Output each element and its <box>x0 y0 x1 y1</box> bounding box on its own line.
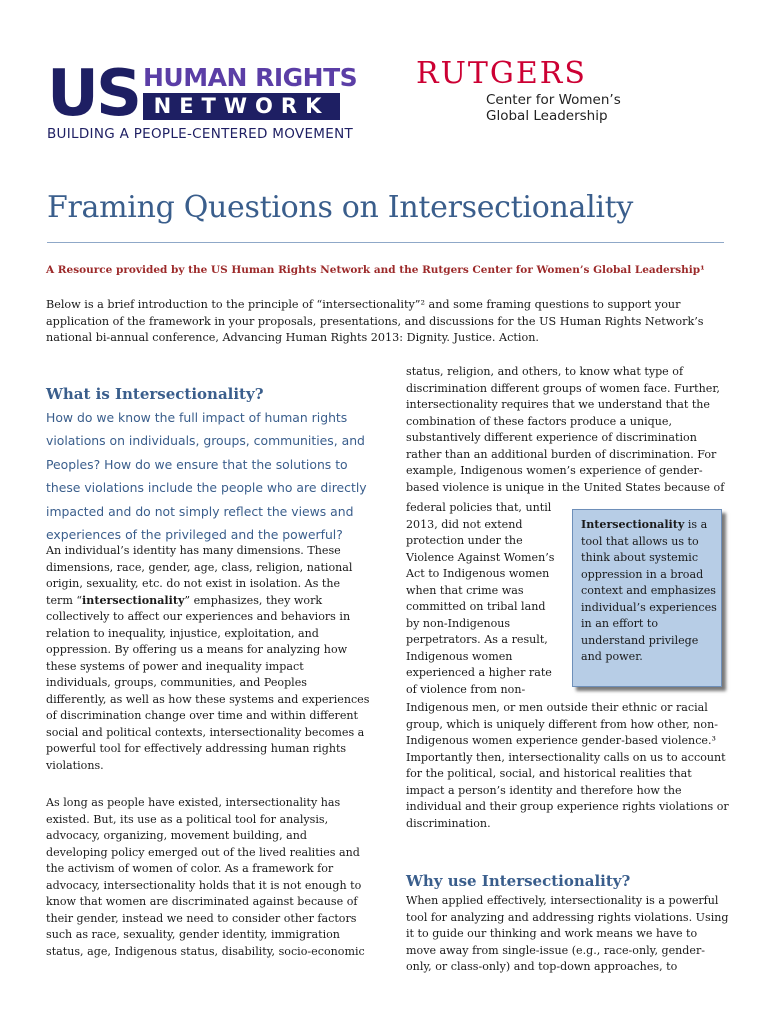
paragraph-line: substantively different experience of discrimination <box>406 431 697 444</box>
heading-why-use-intersectionality: Why use Intersectionality? <box>406 872 631 890</box>
paragraph-line: federal policies that, until <box>406 501 552 514</box>
paragraph-line: based violence is unique in the United States because of <box>406 480 725 494</box>
paragraph-line: individual and their group experience rights violations or <box>406 800 729 813</box>
paragraph-line: Indigenous women <box>406 649 513 663</box>
paragraph-line: the activism of women of color. As a framework for <box>46 862 334 875</box>
intro-line: application of the framework in your proposals, presentations, and discussions for the US Human Rights Network’s <box>46 314 704 328</box>
framing-question <box>46 406 367 546</box>
right-column-continued <box>406 700 729 832</box>
paragraph-line: experienced a higher rate <box>406 666 552 679</box>
paragraph-line: advocacy, organizing, movement building, and <box>46 829 308 842</box>
paragraph-line: social and political contexts, intersectionality becomes a <box>46 725 365 739</box>
paragraph-line: advocacy, intersectionality holds that it is not enough to <box>46 878 362 892</box>
question-line: experiences of the privileged and the powerful? <box>46 527 343 543</box>
paragraph-line: When applied effectively, intersectionality is a powerful <box>406 894 719 907</box>
paragraph-line: status, age, Indigenous status, disability, socio-economic <box>46 944 365 958</box>
paragraph-line: for the political, social, and historical realities that <box>406 767 692 780</box>
paragraph-line: when that crime was <box>406 583 524 597</box>
definition-line <box>581 517 713 534</box>
us-human-rights-network-logo <box>47 57 358 144</box>
paragraph-line: rather than an additional burden of discrimination. For <box>406 447 717 461</box>
resource-attribution: A Resource provided by the US Human Rights Network and the Rutgers Center for Women’s Global Leadership¹ <box>46 264 705 276</box>
paragraph-line: impact a person’s identity and therefore how the <box>406 783 682 797</box>
paragraph-line: tool for analyzing and addressing rights violations. Using <box>406 910 729 924</box>
paragraph-line: discrimination different groups of women face. Further, <box>406 381 720 395</box>
logo-human-rights-text: HUMAN RIGHTS <box>143 63 358 92</box>
logo-network-text: NETWORK <box>153 94 330 118</box>
paragraph-line: Indigenous men, or men outside their ethnic or racial <box>406 701 708 714</box>
definition-line: think about systemic <box>581 551 699 564</box>
paragraph-line: group, which is uniquely different from how other, non- <box>406 717 718 731</box>
paragraph-line: Act to Indigenous women <box>406 567 550 580</box>
paragraph-line: relation to inequality, injustice, exploitation, and <box>46 626 319 640</box>
definition-line: context and emphasizes <box>581 584 716 597</box>
paragraph-line: existed. But, its use as a political tool for analysis, <box>46 812 329 826</box>
question-line: violations on individuals, groups, communities, and <box>46 433 365 449</box>
right-column-wrap-text <box>406 500 561 698</box>
bold-term: Intersectionality <box>581 518 685 531</box>
paragraph-line: know that women are discriminated against because of <box>46 895 358 908</box>
question-line: Peoples? How do we ensure that the solutions to <box>46 456 348 472</box>
paragraph-line: An individual’s identity has many dimensions. These <box>46 544 341 557</box>
definition-line: in an effort to <box>581 617 659 630</box>
paragraph-line: these systems of power and inequality impact <box>46 659 304 673</box>
rutgers-cwgl-logo <box>416 56 676 126</box>
rutgers-wordmark: RUTGERS <box>416 56 587 91</box>
paragraph-line: discrimination. <box>406 816 491 830</box>
question-line: impacted and do not simply reflect the views and <box>46 503 354 519</box>
logo-tagline: BUILDING A PEOPLE-CENTERED MOVEMENT <box>47 126 354 142</box>
paragraph-line: dimensions, race, gender, age, class, religion, national <box>46 560 353 574</box>
definition-text <box>581 517 717 666</box>
paragraph-line: collectively to affect our experiences and behaviors in <box>46 610 351 623</box>
paragraph-line: intersectionality requires that we understand that the <box>406 398 710 411</box>
cwgl-name-line-1: Center for Women’s <box>486 92 621 108</box>
title-divider <box>47 242 724 243</box>
intro-line: national bi-annual conference, Advancing Human Rights 2013: Dignity. Justice. Action. <box>46 331 539 344</box>
paragraph-line: individuals, groups, communities, and Peoples <box>46 676 307 689</box>
paragraph-line: protection under the <box>406 534 523 547</box>
paragraph-line: combination of these factors produce a unique, <box>406 414 672 428</box>
paragraph-line: origin, sexuality, etc. do not exist in isolation. As the <box>46 577 341 590</box>
definition-line: tool that allows us to <box>581 534 699 548</box>
paragraph-line: Importantly then, intersectionality calls on us to account <box>406 750 726 764</box>
text-fragment: term “ <box>46 593 83 607</box>
paragraph-line: developing policy emerged out of the lived realities and <box>46 845 360 859</box>
bold-term: intersectionality <box>82 593 185 607</box>
paragraph-line: it to guide our thinking and work means we have to <box>406 927 698 940</box>
paragraph-line: move away from single-issue (e.g., race-only, gender- <box>406 943 706 957</box>
text-fragment: ” emphasizes, they work <box>184 593 323 607</box>
right-column-paragraph <box>406 364 724 496</box>
paragraph-line: perpetrators. As a result, <box>406 633 548 646</box>
paragraph-line: As long as people have existed, intersectionality has <box>46 796 341 809</box>
logo-network-bar <box>143 93 340 120</box>
heading-what-is-intersectionality: What is Intersectionality? <box>46 385 264 403</box>
cwgl-name-line-2: Global Leadership <box>486 108 608 124</box>
intro-paragraph <box>46 297 736 347</box>
identity-paragraph <box>46 543 370 774</box>
paragraph-line: Indigenous women experience gender-based violence.³ <box>406 734 716 747</box>
paragraph-line: only, or class-only) and top-down approaches, to <box>406 960 678 973</box>
paragraph-line <box>46 593 364 610</box>
definition-line: individual’s experiences <box>581 600 717 614</box>
text-fragment: is a <box>684 518 708 531</box>
history-paragraph <box>46 795 364 960</box>
paragraph-line: of discrimination change over time and within different <box>46 709 358 722</box>
why-paragraph <box>406 893 729 976</box>
paragraph-line: oppression. By offering us a means for analyzing how <box>46 643 348 656</box>
paragraph-line: violations. <box>46 758 104 772</box>
paragraph-line: by non-Indigenous <box>406 616 511 630</box>
paragraph-line: such as race, sexuality, gender identity, immigration <box>46 928 340 941</box>
paragraph-line: their gender, instead we need to consider other factors <box>46 911 357 925</box>
paragraph-line: committed on tribal land <box>406 600 546 613</box>
question-line: How do we know the full impact of human rights <box>46 410 348 425</box>
paragraph-line: powerful tool for effectively addressing human rights <box>46 742 347 755</box>
definition-line: oppression in a broad <box>581 567 704 581</box>
definition-line: understand privilege <box>581 633 699 647</box>
paragraph-line: 2013, did not extend <box>406 517 523 531</box>
paragraph-line: example, Indigenous women’s experience of gender- <box>406 464 703 477</box>
logo-us-letters: US <box>47 57 140 131</box>
intersectionality-definition-box <box>572 509 722 687</box>
paragraph-line: status, religion, and others, to know what type of <box>406 365 684 378</box>
definition-line: and power. <box>581 650 643 663</box>
question-line: these violations include the people who are directly <box>46 480 367 496</box>
paragraph-line: Violence Against Women’s <box>406 550 555 564</box>
paragraph-line: of violence from non- <box>406 682 526 696</box>
document-title: Framing Questions on Intersectionality <box>47 190 634 225</box>
paragraph-line: differently, as well as how these systems and experiences <box>46 692 370 706</box>
intro-line: Below is a brief introduction to the principle of “intersectionality”² and some framing questions to support your <box>46 298 681 311</box>
